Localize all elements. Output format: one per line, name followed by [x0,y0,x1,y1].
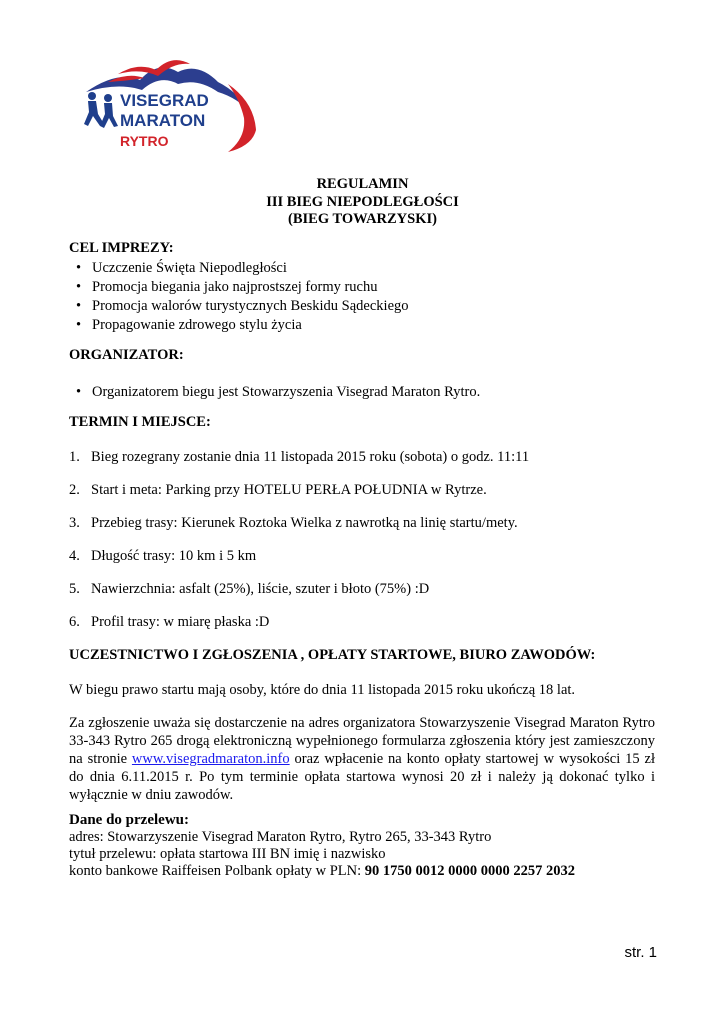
logo-line2: MARATON [120,111,206,130]
uczestnictwo-para-2: Za zgłoszenie uważa się dostarczenie na adres organizatora Stowarzyszenie Visegrad Maraton Rytro 33-343 Rytro 265 drogą elektroniczną wypełnionego formularza zgłoszenia który jest zamieszczony na stronie www.visegradmaraton.info oraz wpłacenie na konto opłaty startowej w wysokości 15 zł do dnia 6.11.2015 r. Po tym terminie opłata startowa wynosi 20 zł i należy ją dokonać tylko i wyłącznie w dniu zawodów. [69,715,655,803]
runner-icon [84,92,118,128]
title-line-2: III BIEG NIEPODLEGŁOŚCI [266,194,459,210]
logo-graphic [78,52,260,156]
website-link[interactable]: www.visegradmaraton.info [131,751,290,767]
cel-item: • Uczczenie Święta Niepodległości [92,260,287,277]
cel-heading: CEL IMPREZY: [69,240,174,256]
logo-line3: RYTRO [120,133,169,149]
termin-heading: TERMIN I MIEJSCE: [69,414,211,430]
page-number: str. 1 [624,944,657,961]
dane-heading: Dane do przelewu: [69,812,189,828]
termin-item: 1. Bieg rozegrany zostanie dnia 11 listopada 2015 roku (sobota) o godz. 11:11 [69,449,530,465]
title-line-3: (BIEG TOWARZYSKI) [288,211,437,227]
cel-item: • Promocja biegania jako najprostszej formy ruchu [92,279,377,296]
termin-item: 4. Długość trasy: 10 km i 5 km [69,548,257,564]
visegrad-maraton-logo [78,52,260,156]
cel-item: • Propagowanie zdrowego stylu życia [92,317,302,334]
dane-konto: konto bankowe Raiffeisen Polbank opłaty w PLN: 90 1750 0012 0000 0000 2257 2032 [69,863,575,879]
termin-item: 5. Nawierzchnia: asfalt (25%), liście, szuter i błoto (75%) :D [69,581,430,597]
cel-item: • Promocja walorów turystycznych Beskidu Sądeckiego [92,298,409,315]
uczestnictwo-para-1: W biegu prawo startu mają osoby, które do dnia 11 listopada 2015 roku ukończą 18 lat. [69,682,576,698]
organizator-heading: ORGANIZATOR: [69,347,184,363]
termin-item: 3. Przebieg trasy: Kierunek Roztoka Wielka z nawrotką na linię startu/mety. [69,515,518,531]
logo-line1: VISEGRAD [120,91,209,110]
termin-item: 6. Profil trasy: w miarę płaska :D [69,614,270,630]
uczestnictwo-heading: UCZESTNICTWO I ZGŁOSZENIA , OPŁATY STARTOWE, BIURO ZAWODÓW: [69,647,596,663]
dane-tytul: tytuł przelewu: opłata startowa III BN imię i nazwisko [69,846,386,862]
bank-account-number: 90 1750 0012 0000 0000 2257 2032 [364,863,575,879]
termin-item: 2. Start i meta: Parking przy HOTELU PERŁA POŁUDNIA w Rytrze. [69,482,487,498]
title-line-1: REGULAMIN [316,176,409,192]
organizator-item: • Organizatorem biegu jest Stowarzyszenia Visegrad Maraton Rytro. [92,384,480,401]
dane-adres: adres: Stowarzyszenie Visegrad Maraton Rytro, Rytro 265, 33-343 Rytro [69,829,492,845]
